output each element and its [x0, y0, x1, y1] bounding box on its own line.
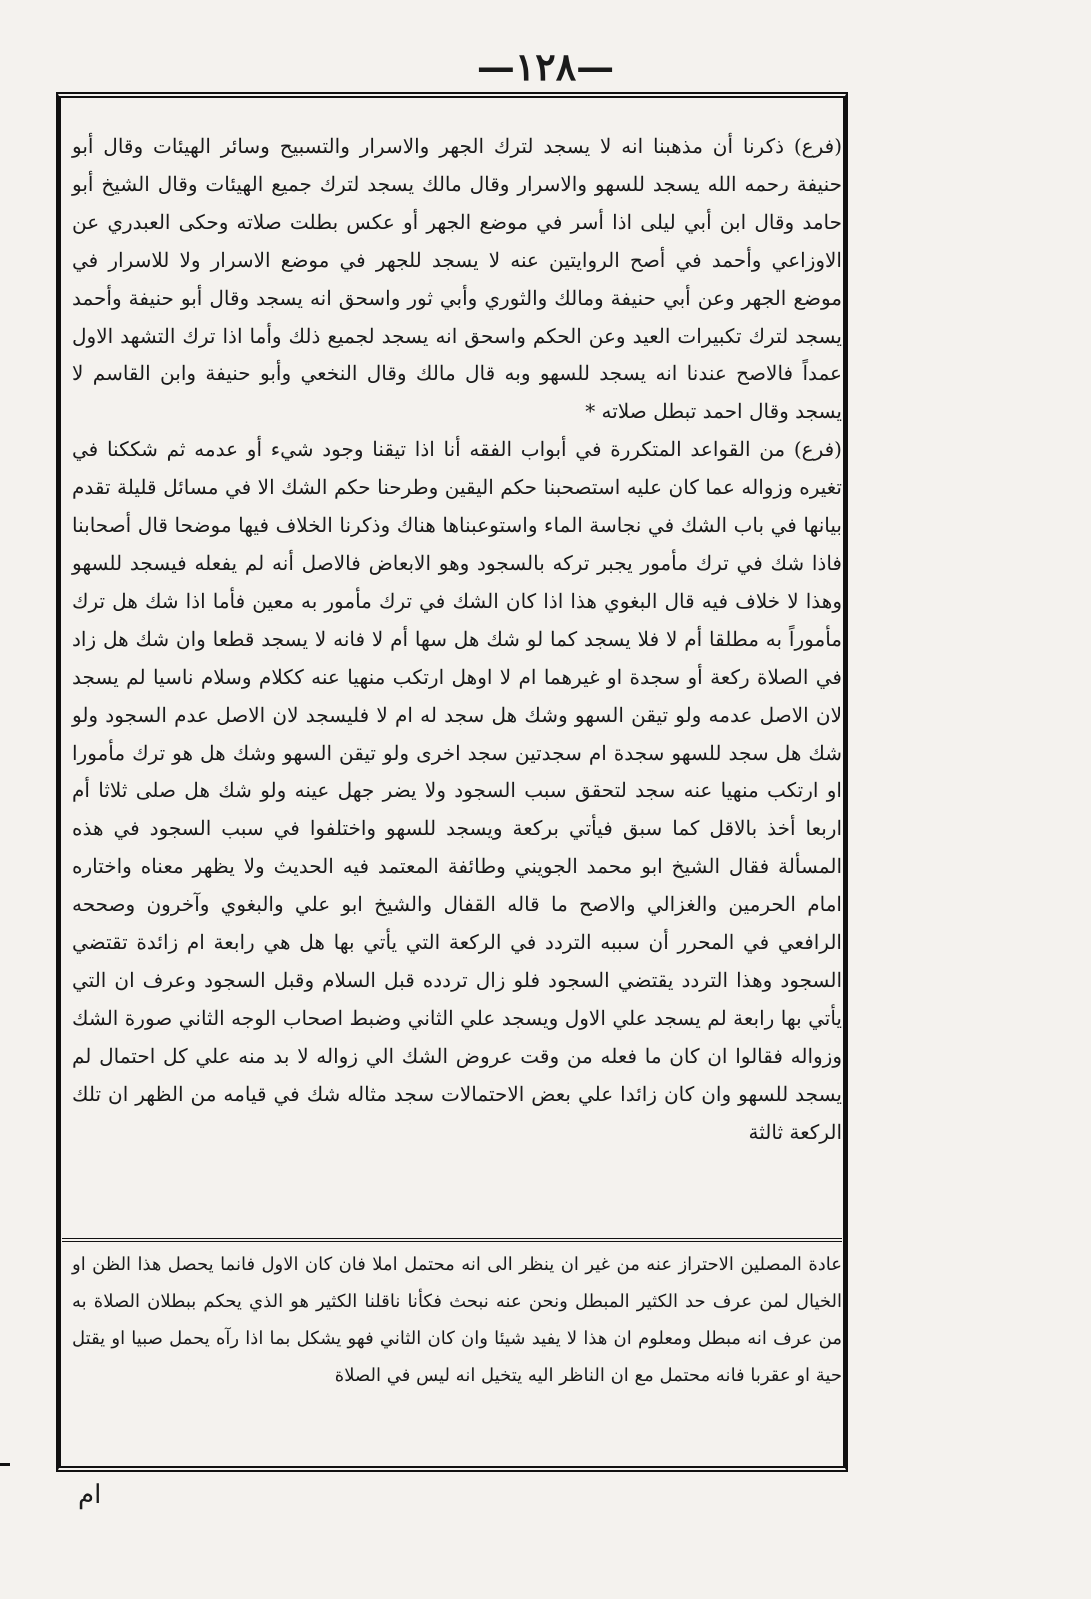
main-text-block — [72, 128, 842, 1151]
page-number: —١٢٨— — [476, 44, 615, 89]
catchword: ام — [78, 1480, 102, 1510]
footnote-divider — [62, 1238, 842, 1242]
footnote-block — [72, 1246, 842, 1394]
main-paragraph-2: (فرع) من القواعد المتكررة في أبواب الفقه أنا اذا تيقنا وجود شيء أو عدمه ثم شككنا في تغيره وزواله عما كان عليه استصحبنا حكم اليقين وطرحنا حكم الشك الا في مسائل قليلة تقدم بيانها في باب الشك في نجاسة الماء واستوعبناها هناك وذكرنا الخلاف فيها موضحا قال أصحابنا فاذا شك في ترك مأمور يجبر تركه بالسجود وهو الابعاض فالاصل أنه لم يفعله فيسجد للسهو وهذا لا خلاف فيه قال البغوي هذا اذا كان الشك في ترك مأمور به معين فأما اذا شك هل ترك مأموراً به مطلقا أم لا فلا يسجد كما لو شك هل سها أم لا فانه لا يسجد قطعا وان شك هل زاد في الصلاة ركعة أو سجدة او غيرهما ام لا اوهل ارتكب منهيا عنه ككلام وسلام ناسيا لم يسجد لان الاصل عدمه ولو تيقن السهو وشك هل سجد له ام لا فليسجد لان الاصل عدم السجود ولو شك هل سجد للسهو سجدة ام سجدتين سجد اخرى ولو تيقن السهو وشك هل هو ترك مأمورا او ارتكب منهيا عنه سجد لتحقق سبب السجود ولا يضر جهل عينه ولو شك هل صلى ثلاثا أم اربعا أخذ بالاقل كما سبق فيأتي بركعة ويسجد للسهو واختلفوا في سبب السجود في هذه المسألة فقال الشيخ ابو محمد الجويني وطائفة المعتمد فيه الحديث ولا يظهر معناه واختاره امام الحرمين والغزالي والاصح ما قاله القفال والشيخ ابو علي والبغوي وآخرون وصححه الرافعي في المحرر أن سببه التردد في الركعة التي يأتي بها هل هي رابعة ام زائدة تقتضي السجود وهذا التردد يقتضي السجود فلو زال تردده قبل السلام وقبل السجود وعرف ان التي يأتي بها رابعة لم يسجد علي الاول ويسجد علي الثاني وضبط اصحاب الوجه الثاني صورة الشك وزواله فقالوا ان كان ما فعله من وقت عروض الشك الي زواله لا بد منه علي كل احتمال لم يسجد للسهو وان كان زائدا علي بعض الاحتمالات سجد مثاله شك في قيامه من الظهر ان تلك الركعة ثالثة — [72, 437, 843, 1144]
footnote-paragraph: عادة المصلين الاحتراز عنه من غير ان ينظر الى انه محتمل املا فان كان الاول فانما يحصل هذا الظن او الخيال لمن عرف حد الكثير المبطل ونحن عنه نبحث فكأنا ناقلنا الكثير هو الذي يحكم ببطلان الصلاة به من عرف انه مبطل ومعلوم ان هذا لا يفيد شيئا وان كان الثاني فهو يشكل بما اذا رآه يحمل صبيا او يقتل حية او عقربا فانه محتمل مع ان الناظر اليه يتخيل انه ليس في الصلاة — [72, 1254, 842, 1386]
main-paragraph-1: (فرع) ذكرنا أن مذهبنا انه لا يسجد لترك الجهر والاسرار والتسبيح وسائر الهيئات وقال أبو حنيفة رحمه الله يسجد للسهو والاسرار وقال مالك يسجد لترك جميع الهيئات وقال الشيخ أبو حامد وقال ابن أبي ليلى اذا أسر في موضع الجهر أو عكس بطلت صلاته وحكى العبدري عن الاوزاعي وأحمد في أصح الروايتين عنه لا يسجد للجهر في موضع الاسرار ولا للاسرار في موضع الجهر وعن أبي حنيفة ومالك والثوري وأبي ثور واسحق انه يسجد وقال أبو حنيفة وأحمد يسجد لترك تكبيرات العيد وعن الحكم واسحق انه يسجد لجميع ذلك وأما اذا ترك التشهد الاول عمداً فالاصح عندنا انه يسجد للسهو وبه قال مالك وقال النخعي وأبو حنيفة وابن القاسم لا يسجد وقال احمد تبطل صلاته * — [72, 134, 842, 424]
margin-mark — [0, 1463, 10, 1466]
